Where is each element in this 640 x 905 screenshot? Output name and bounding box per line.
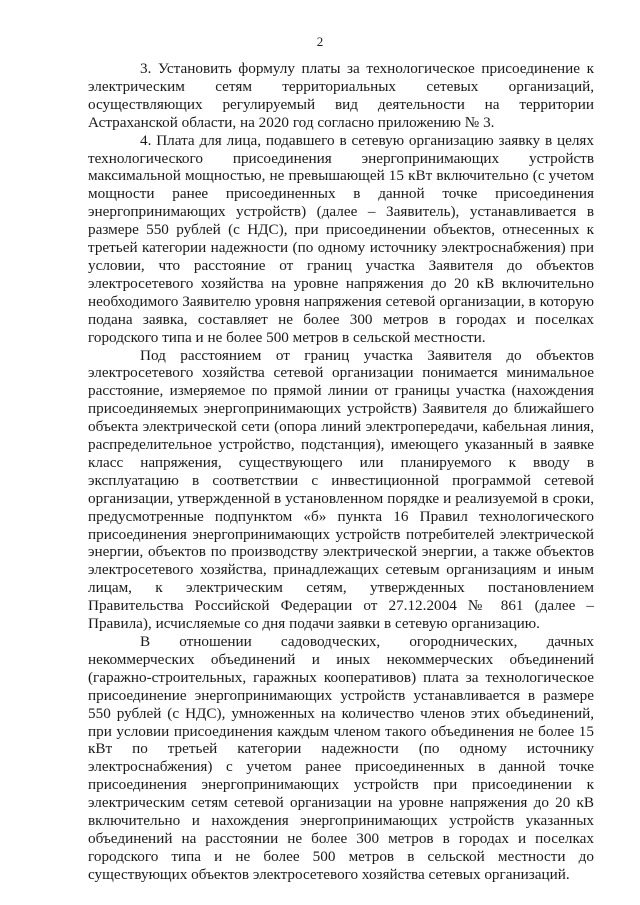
page-number: 2 <box>316 34 324 49</box>
document-body <box>88 60 594 884</box>
paragraph-item-4: 4. Плата для лица, подавшего в сетевую организацию заявку в целях технологического присоединения энергопринимающих устройств максимальной мощностью, не превышающей 15 кВт включительно (с учетом мощности ранее присоединенных в данной точке присоединения энергопринимающих устройств) (далее – Заявитель), устанавливается в размере 550 рублей (с НДС), при присоединении объектов, отнесенных к третьей категории надежности (по одному источнику электроснабжения) при условии, что расстояние от границ участка Заявителя до объектов электросетевого хозяйства на уровне напряжения до 20 кВ включительно необходимого Заявителю уровня напряжения сетевой организации, в которую подана заявка, составляет не более 300 метров в городах и поселках городского типа и не более 500 метров в сельской местности. <box>88 131 594 346</box>
paragraph-distance-definition: Под расстоянием от границ участка Заявителя до объектов электросетевого хозяйства сетевой организации понимается минимальное расстояние, измеряемое по прямой линии от границы участка (нахождения присоединяемых энергопринимающих устройств) Заявителя до ближайшего объекта электрической сети (опора линий электропередачи, кабельная линия, распределительное устройство, подстанция), имеющего указанный в заявке класс напряжения, существующего или планируемого к вводу в эксплуатацию в соответствии с инвестиционной программой сетевой организации, утвержденной в установленном порядке и реализуемой в сроки, предусмотренные подпунктом «б» пункта 16 Правил технологического присоединения энергопринимающих устройств потребителей электрической энергии, объектов по производству электрической энергии, а также объектов электросетевого хозяйства, принадлежащих сетевым организациям и иным лицам, к электрическим сетям, утвержденных постановлением Правительства Российской Федерации от 27.12.2004 № 861 (далее – Правила), исчисляемые со дня подачи заявки в сетевую организацию. <box>88 346 594 633</box>
paragraph-nonprofit-associations: В отношении садоводческих, огороднических, дачных некоммерческих объединений и иных некоммерческих объединений (гаражно-строительных, гаражных кооперативов) плата за технологическое присоединение энергопринимающих устройств устанавливается в размере 550 рублей (с НДС), умноженных на количество членов этих объединений, при условии присоединения каждым членом такого объединения не более 15 кВт по третьей категории надежности (по одному источнику электроснабжения) с учетом ранее присоединенных в данной точке присоединения энергопринимающих устройств при присоединении к электрическим сетям сетевой организации на уровне напряжения до 20 кВ включительно и нахождения энергопринимающих устройств указанных объединений на расстоянии не более 300 метров в городах и поселках городского типа и не более 500 метров в сельской местности до существующих объектов электросетевого хозяйства сетевых организаций. <box>88 633 594 883</box>
paragraph-item-3: 3. Установить формулу платы за технологическое присоединение к электрическим сетям территориальных сетевых организаций, осуществляющих регулируемый вид деятельности на территории Астраханской области, на 2020 год согласно приложению № 3. <box>88 60 594 131</box>
